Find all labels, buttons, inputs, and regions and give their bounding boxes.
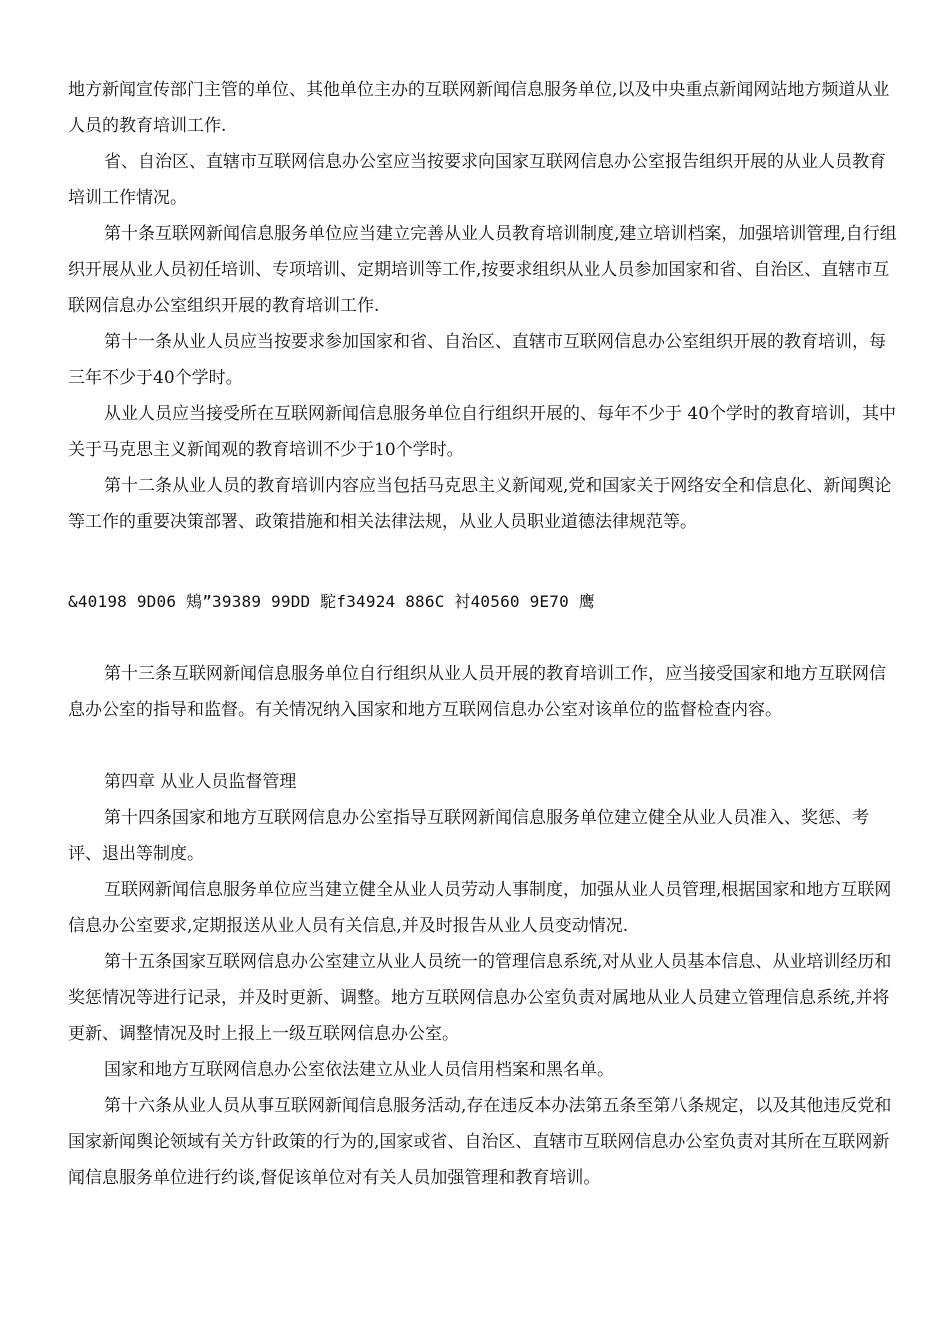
paragraph-article-15: 第十五条国家互联网信息办公室建立从业人员统一的管理信息系统,对从业人员基本信息、从业培训经历和奖惩情况等进行记录，并及时更新、调整。地方互联网信息办公室负责对属地从业人员建立管理信息系统,并将更新、调整情况及时上报上一级互联网信息办公室。 bbox=[68, 952, 892, 1044]
paragraph-article-12: 第十二条从业人员的教育培训内容应当包括马克思主义新闻观,党和国家关于网络安全和信息化、新闻舆论等工作的重要决策部署、政策措施和相关法律法规，从业人员职业道德法律规范等。 bbox=[68, 476, 892, 532]
paragraph-credit-records: 国家和地方互联网信息办公室依法建立从业人员信用档案和黑名单。 bbox=[104, 1060, 614, 1080]
garbled-character-codes: &40198 9D06 鴩”39389 99DD 駝f34924 886C 衬40560 9E70 鹰 bbox=[68, 592, 595, 611]
paragraph-article-16: 第十六条从业人员从事互联网新闻信息服务活动,存在违反本办法第五条至第八条规定，以及其他违反党和国家新闻舆论领域有关方针政策的行为的,国家或省、自治区、直辖市互联网信息办公室负责对其所在互联网新闻信息服务单位进行约谈,督促该单位对有关人员加强管理和教育培训。 bbox=[68, 1096, 892, 1188]
paragraph-article-13: 第十三条互联网新闻信息服务单位自行组织从业人员开展的教育培训工作，应当接受国家和地方互联网信息办公室的指导和监督。有关情况纳入国家和地方互联网信息办公室对该单位的监督检查内容。 bbox=[68, 664, 886, 720]
paragraph-article-14: 第十四条国家和地方互联网信息办公室指导互联网新闻信息服务单位建立健全从业人员准入、奖惩、考评、退出等制度。 bbox=[68, 808, 869, 864]
paragraph-provincial-report: 省、自治区、直辖市互联网信息办公室应当按要求向国家互联网信息办公室报告组织开展的从业人员教育培训工作情况。 bbox=[68, 152, 886, 208]
paragraph-article-10: 第十条互联网新闻信息服务单位应当建立完善从业人员教育培训制度,建立培训档案，加强培训管理,自行组织开展从业人员初任培训、专项培训、定期培训等工作,按要求组织从业人员参加国家和省、自治区、直辖市互联网信息办公室组织开展的教育培训工作. bbox=[68, 224, 897, 316]
paragraph-annual-training: 从业人员应当接受所在互联网新闻信息服务单位自行组织开展的、每年不少于 40个学时的教育培训，其中关于马克思主义新闻观的教育培训不少于10个学时。 bbox=[68, 404, 897, 460]
paragraph-personnel-management: 互联网新闻信息服务单位应当建立健全从业人员劳动人事制度，加强从业人员管理,根据国家和地方互联网信息办公室要求,定期报送从业人员有关信息,并及时报告从业人员变动情况. bbox=[68, 880, 892, 936]
chapter-heading: 第四章 从业人员监督管理 bbox=[104, 772, 297, 792]
paragraph-continuation: 地方新闻宣传部门主管的单位、其他单位主办的互联网新闻信息服务单位,以及中央重点新闻网站地方频道从业人员的教育培训工作. bbox=[68, 80, 890, 136]
paragraph-article-11: 第十一条从业人员应当按要求参加国家和省、自治区、直辖市互联网信息办公室组织开展的教育培训，每三年不少于40个学时。 bbox=[68, 332, 886, 388]
